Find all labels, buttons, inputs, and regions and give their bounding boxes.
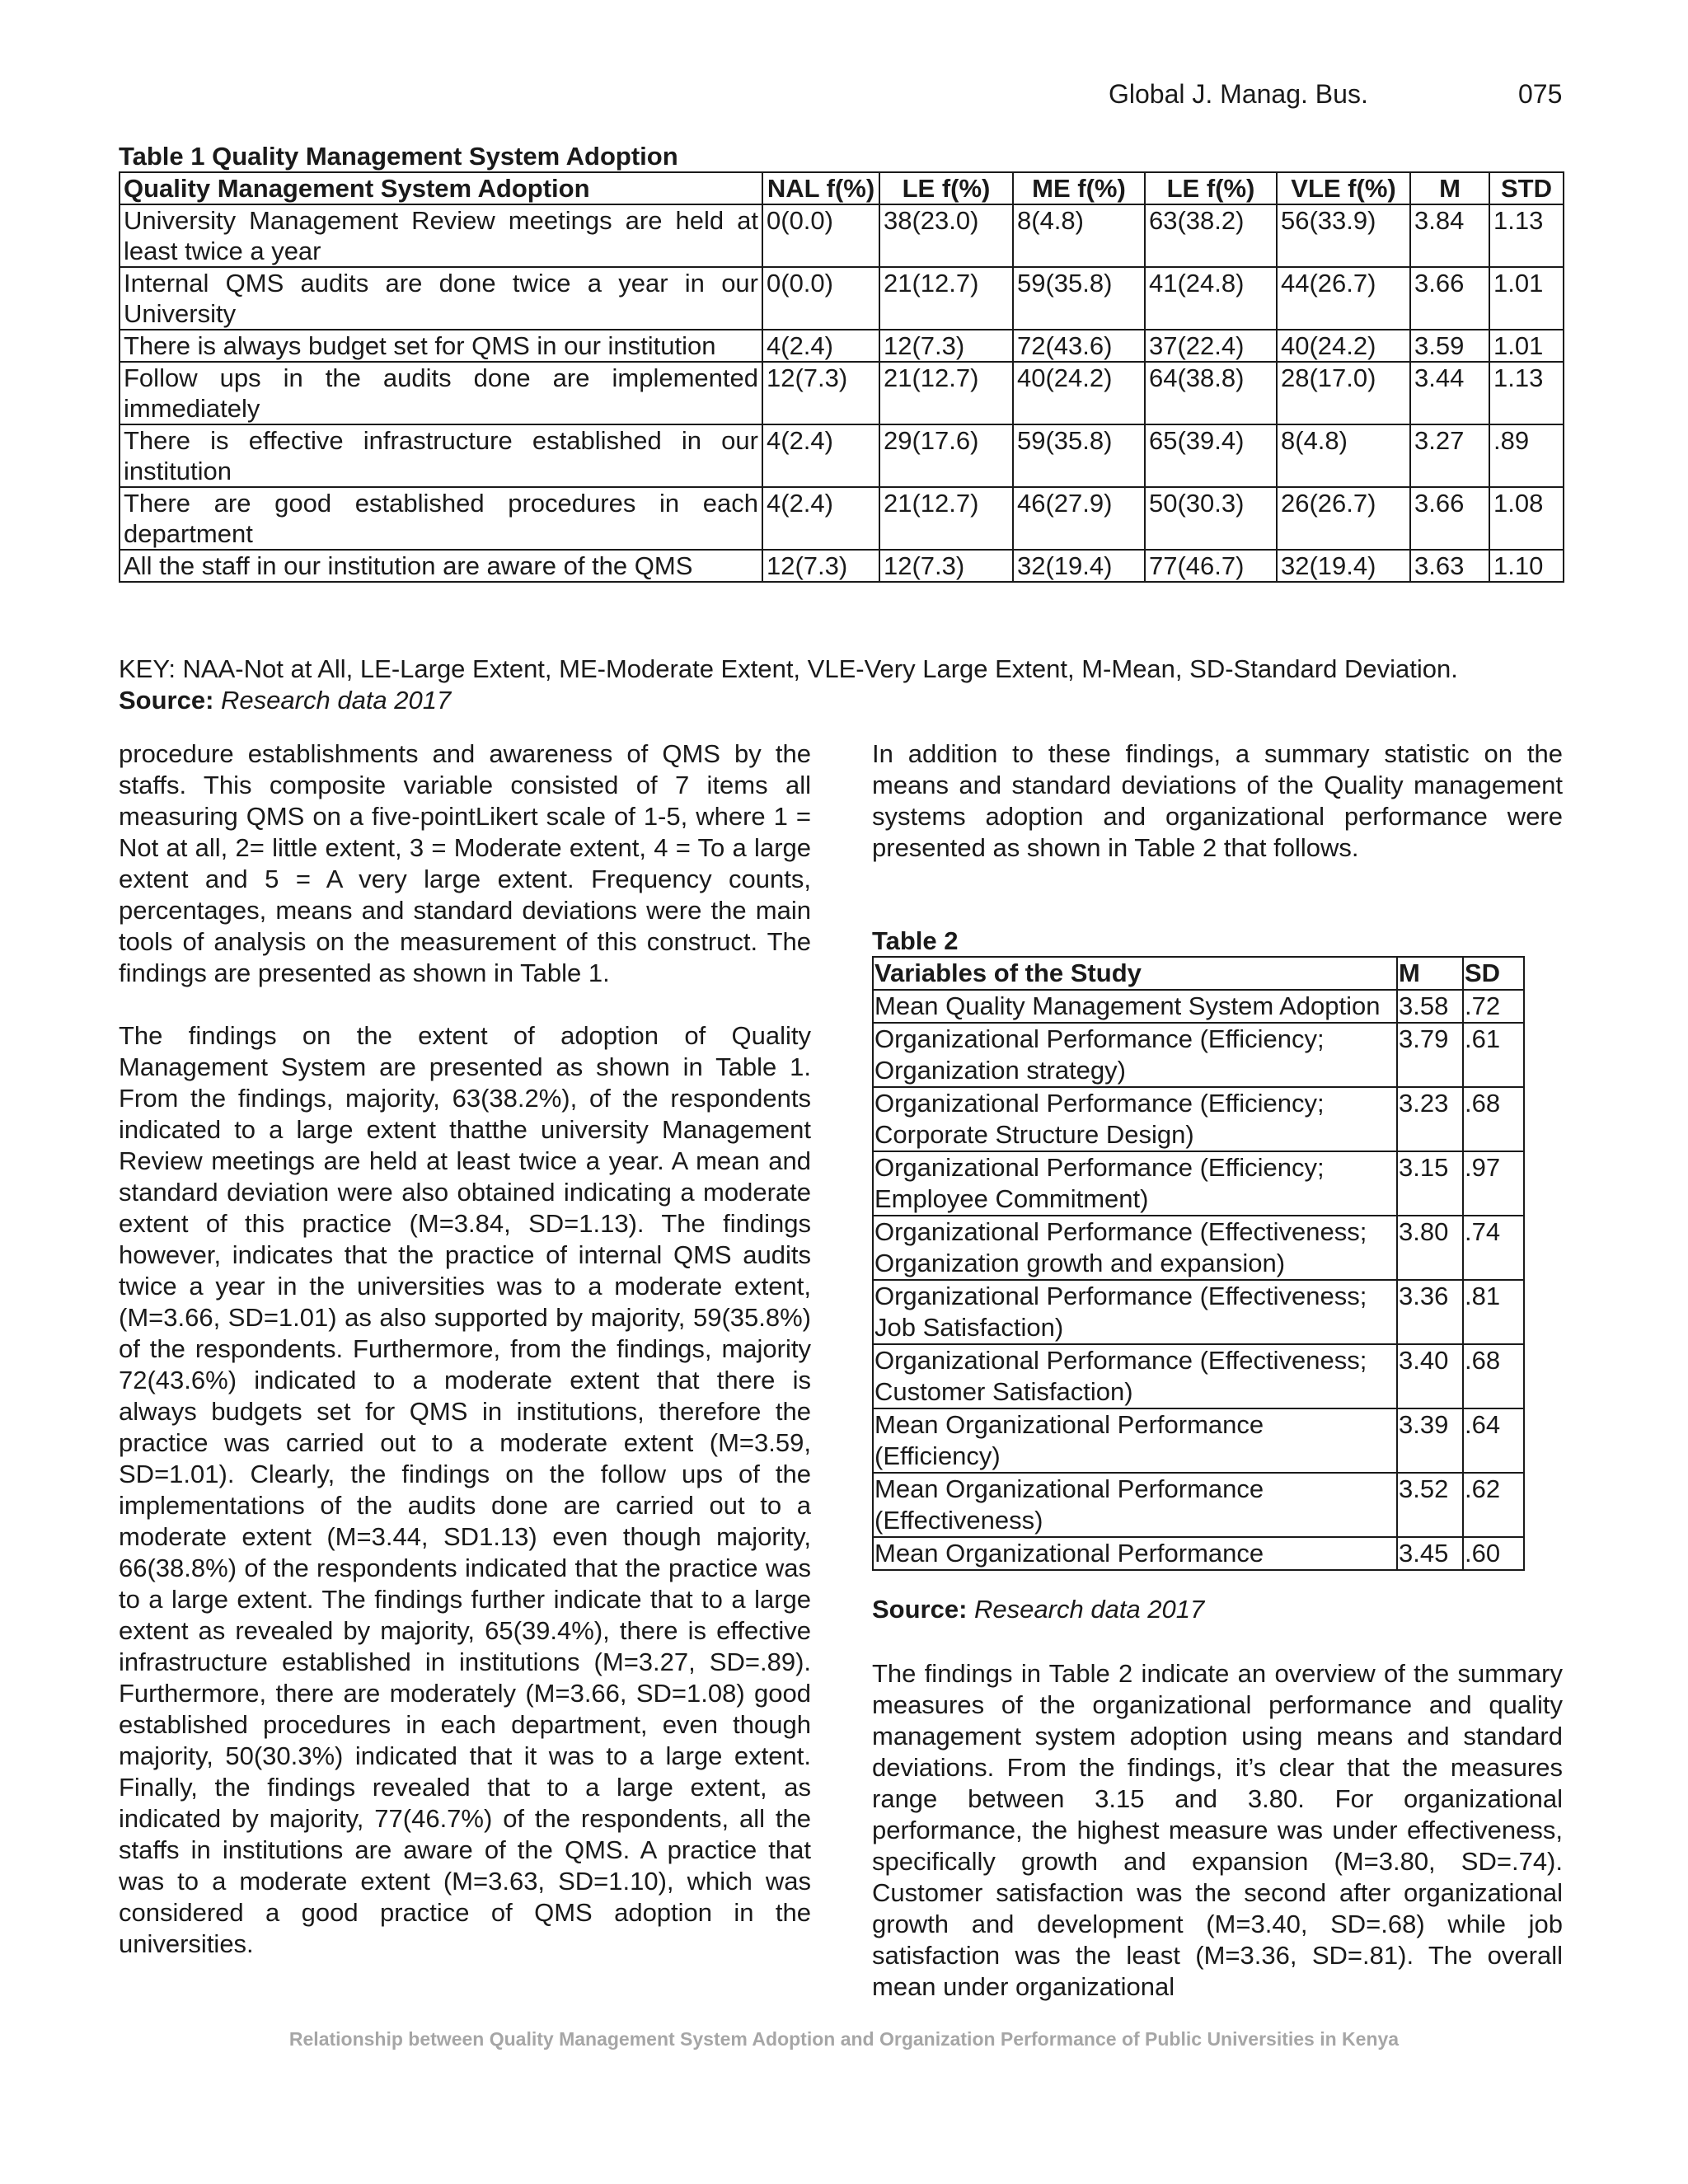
table1-header-cell: M	[1410, 172, 1489, 204]
right-column-discussion	[872, 1658, 1563, 2034]
table1-cell: 3.44	[1410, 362, 1489, 424]
table1-cell: 63(38.2)	[1145, 204, 1277, 267]
paragraph: The findings on the extent of adoption of Quality Management System are presented as shown in Table 1. From the findings, majority, 63(38.2%), of the respondents indicated to a large extent thatthe university Management Review meetings are held at least twice a year. A mean and standard deviation were also obtained indicating a moderate extent of this practice (M=3.84, SD=1.13). The findings however, indicates that the practice of internal QMS audits twice a year in the universities was to a moderate extent, (M=3.66, SD=1.01) as also supported by majority, 59(35.8%) of the respondents. Furthermore, from the findings, majority 72(43.6%) indicated to a moderate extent that there is always budgets set for QMS in institutions, therefore the practice was carried out to a moderate extent (M=3.59, SD=1.01). Clearly, the findings on the follow ups of the implementations of the audits done are carried out to a moderate extent (M=3.44, SD1.13) even though majority, 66(38.8%) of the respondents indicated that the practice was to a large extent. The findings further indicate that to a large extent as revealed by majority, 65(39.4%), there is effective infrastructure established in institutions (M=3.27, SD=.89). Furthermore, there are moderately (M=3.66, SD=1.08) good established procedures in each department, even though majority, 50(30.3%) indicated that it was to a large extent. Finally, the findings revealed that to a large extent, as indicated by majority, 77(46.7%) of the respondents, all the staffs in institutions are aware of the QMS. A practice that was to a moderate extent (M=3.63, SD=1.10), which was considered a good practice of QMS adoption in the universities.	[119, 1021, 811, 1958]
table1-cell: 26(26.7)	[1277, 487, 1410, 550]
table2-row	[873, 1408, 1524, 1473]
table1-cell: 29(17.6)	[879, 424, 1013, 487]
table1-row	[120, 487, 1564, 550]
table2-row	[873, 1216, 1524, 1280]
table1-row	[120, 330, 1564, 362]
table1-cell: 37(22.4)	[1145, 330, 1277, 362]
table2-header-cell: M	[1397, 957, 1463, 990]
source-label: Source:	[119, 686, 214, 715]
table2-cell: .64	[1463, 1408, 1524, 1473]
table1-cell: 12(7.3)	[762, 362, 879, 424]
table2	[872, 956, 1525, 1571]
table2-cell: 3.52	[1397, 1473, 1463, 1537]
source-value: Research data 2017	[221, 686, 452, 715]
table1-cell: 21(12.7)	[879, 362, 1013, 424]
table1-cell: 38(23.0)	[879, 204, 1013, 267]
table1-cell: 12(7.3)	[879, 550, 1013, 582]
table1-cell: 59(35.8)	[1013, 267, 1145, 330]
table2-cell: 3.45	[1397, 1537, 1463, 1570]
table1-cell: 50(30.3)	[1145, 487, 1277, 550]
table1-cell: 1.13	[1489, 362, 1564, 424]
table1-cell: 8(4.8)	[1013, 204, 1145, 267]
table1-header-cell: LE f(%)	[879, 172, 1013, 204]
table2-cell: 3.36	[1397, 1280, 1463, 1344]
table2-source	[872, 1595, 1204, 1624]
right-column-intro	[872, 738, 1563, 895]
table2-cell: 3.39	[1397, 1408, 1463, 1473]
table1-row	[120, 550, 1564, 582]
table1-header-cell: Quality Management System Adoption	[120, 172, 762, 204]
table1-cell: 21(12.7)	[879, 487, 1013, 550]
table1-cell: .89	[1489, 424, 1564, 487]
table1-cell: 46(27.9)	[1013, 487, 1145, 550]
table2-row	[873, 1023, 1524, 1087]
table1-source	[119, 686, 451, 715]
table1-cell: 4(2.4)	[762, 487, 879, 550]
table1-cell: 3.27	[1410, 424, 1489, 487]
table1-cell: 8(4.8)	[1277, 424, 1410, 487]
table2-row	[873, 1151, 1524, 1216]
table1-cell: 32(19.4)	[1013, 550, 1145, 582]
source-value: Research data 2017	[974, 1595, 1205, 1624]
table2-cell: 3.58	[1397, 990, 1463, 1023]
table1-cell: There is always budget set for QMS in our institution	[120, 330, 762, 362]
journal-name: Global J. Manag. Bus.	[1109, 79, 1368, 109]
table1-cell: 12(7.3)	[879, 330, 1013, 362]
paragraph: In addition to these findings, a summary statistic on the means and standard deviations of the Quality management systems adoption and organizational performance were presented as shown in Table 2 that follows.	[872, 739, 1563, 862]
paragraph: procedure establishments and awareness of QMS by the staffs. This composite variable consisted of 7 items all measuring QMS on a five-pointLikert scale of 1-5, where 1 = Not at all, 2= little extent, 3 = Moderate extent, 4 = To a large extent and 5 = A very large extent. Frequency counts, percentages, means and standard deviations were the main tools of analysis on the measurement of this construct. The findings are presented as shown in Table 1.	[119, 739, 811, 987]
table1	[119, 171, 1564, 583]
table2-cell: .72	[1463, 990, 1524, 1023]
table1-cell: 3.59	[1410, 330, 1489, 362]
table2-header-row	[873, 957, 1524, 990]
table1-title: Table 1 Quality Management System Adoption	[119, 142, 678, 171]
table2-row	[873, 1087, 1524, 1151]
table2-row	[873, 1344, 1524, 1408]
table1-cell: Follow ups in the audits done are implemented immediately	[120, 362, 762, 424]
table1-cell: Internal QMS audits are done twice a year in our University	[120, 267, 762, 330]
table1-cell: 1.10	[1489, 550, 1564, 582]
table1-cell: 3.63	[1410, 550, 1489, 582]
table1-cell: 32(19.4)	[1277, 550, 1410, 582]
left-column	[119, 738, 811, 1991]
table1-cell: 65(39.4)	[1145, 424, 1277, 487]
table1-cell: 56(33.9)	[1277, 204, 1410, 267]
table1-cell: 40(24.2)	[1013, 362, 1145, 424]
table1-cell: There is effective infrastructure established in our institution	[120, 424, 762, 487]
table1-cell: 77(46.7)	[1145, 550, 1277, 582]
table2-cell: .81	[1463, 1280, 1524, 1344]
table1-cell: 44(26.7)	[1277, 267, 1410, 330]
table1-cell: 4(2.4)	[762, 330, 879, 362]
table2-cell: .68	[1463, 1087, 1524, 1151]
table1-cell: 21(12.7)	[879, 267, 1013, 330]
table2-row	[873, 990, 1524, 1023]
table2-row	[873, 1473, 1524, 1537]
table2-cell: Mean Organizational Performance (Efficiency)	[873, 1408, 1397, 1473]
table1-header-cell: NAL f(%)	[762, 172, 879, 204]
table2-cell: Organizational Performance (Efficiency; Organization strategy)	[873, 1023, 1397, 1087]
table2-cell: Organizational Performance (Efficiency; Corporate Structure Design)	[873, 1087, 1397, 1151]
table1-cell: There are good established procedures in each department	[120, 487, 762, 550]
table2-row	[873, 1280, 1524, 1344]
table1-header-cell: LE f(%)	[1145, 172, 1277, 204]
table1-cell: 1.13	[1489, 204, 1564, 267]
table1-cell: University Management Review meetings are held at least twice a year	[120, 204, 762, 267]
table2-cell: 3.80	[1397, 1216, 1463, 1280]
table1-cell: 40(24.2)	[1277, 330, 1410, 362]
table1-header-cell: ME f(%)	[1013, 172, 1145, 204]
table2-cell: Organizational Performance (Effectiveness; Customer Satisfaction)	[873, 1344, 1397, 1408]
table2-cell: 3.79	[1397, 1023, 1463, 1087]
table2-cell: 3.23	[1397, 1087, 1463, 1151]
page-number: 075	[1518, 79, 1563, 109]
table1-cell: 64(38.8)	[1145, 362, 1277, 424]
table1-cell: 59(35.8)	[1013, 424, 1145, 487]
table1-cell: 0(0.0)	[762, 267, 879, 330]
table1-header-row	[120, 172, 1564, 204]
source-label: Source:	[872, 1595, 968, 1624]
footer-running-title: Relationship between Quality Management System Adoption and Organization Performance of Public Universities in Kenya	[288, 2028, 1400, 2050]
table2-header-cell: SD	[1463, 957, 1524, 990]
table2-title: Table 2	[872, 926, 959, 955]
table1-cell: 28(17.0)	[1277, 362, 1410, 424]
table2-cell: Mean Organizational Performance (Effectiveness)	[873, 1473, 1397, 1537]
table2-cell: .68	[1463, 1344, 1524, 1408]
table2-cell: Mean Quality Management System Adoption	[873, 990, 1397, 1023]
table1-row	[120, 424, 1564, 487]
table1-cell: All the staff in our institution are aware of the QMS	[120, 550, 762, 582]
table1-header-cell: VLE f(%)	[1277, 172, 1410, 204]
table1-row	[120, 267, 1564, 330]
table2-row	[873, 1537, 1524, 1570]
table1-cell: 1.01	[1489, 330, 1564, 362]
table2-cell: Organizational Performance (Efficiency; Employee Commitment)	[873, 1151, 1397, 1216]
table2-cell: .97	[1463, 1151, 1524, 1216]
table2-cell: Organizational Performance (Effectiveness; Job Satisfaction)	[873, 1280, 1397, 1344]
table2-header-cell: Variables of the Study	[873, 957, 1397, 990]
table1-cell: 4(2.4)	[762, 424, 879, 487]
table2-cell: .62	[1463, 1473, 1524, 1537]
table1-cell: 1.01	[1489, 267, 1564, 330]
table2-cell: .74	[1463, 1216, 1524, 1280]
table1-cell: 3.66	[1410, 487, 1489, 550]
table2-cell: 3.40	[1397, 1344, 1463, 1408]
table1-row	[120, 204, 1564, 267]
table1-cell: 3.84	[1410, 204, 1489, 267]
paragraph: The findings in Table 2 indicate an overview of the summary measures of the organizational performance and quality management system adoption using means and standard deviations. From the findings, it’s clear that the measures range between 3.15 and 3.80. For organizational performance, the highest measure was under effectiveness, specifically growth and expansion (M=3.80, SD=.74). Customer satisfaction was the second after organizational growth and development (M=3.40, SD=.68) while job satisfaction was the least (M=3.36, SD=.81). The overall mean under organizational	[872, 1659, 1563, 2001]
table1-cell: 41(24.8)	[1145, 267, 1277, 330]
table2-cell: .60	[1463, 1537, 1524, 1570]
table1-cell: 12(7.3)	[762, 550, 879, 582]
table2-cell: 3.15	[1397, 1151, 1463, 1216]
table1-cell: 72(43.6)	[1013, 330, 1145, 362]
table1-row	[120, 362, 1564, 424]
table2-cell: Organizational Performance (Effectiveness; Organization growth and expansion)	[873, 1216, 1397, 1280]
table1-cell: 1.08	[1489, 487, 1564, 550]
table1-cell: 0(0.0)	[762, 204, 879, 267]
table1-header-cell: STD	[1489, 172, 1564, 204]
table1-cell: 3.66	[1410, 267, 1489, 330]
table2-cell: .61	[1463, 1023, 1524, 1087]
table1-key: KEY: NAA-Not at All, LE-Large Extent, ME-Moderate Extent, VLE-Very Large Extent, M-Mean, SD-Standard Deviation.	[119, 654, 1458, 683]
table2-cell: Mean Organizational Performance	[873, 1537, 1397, 1570]
